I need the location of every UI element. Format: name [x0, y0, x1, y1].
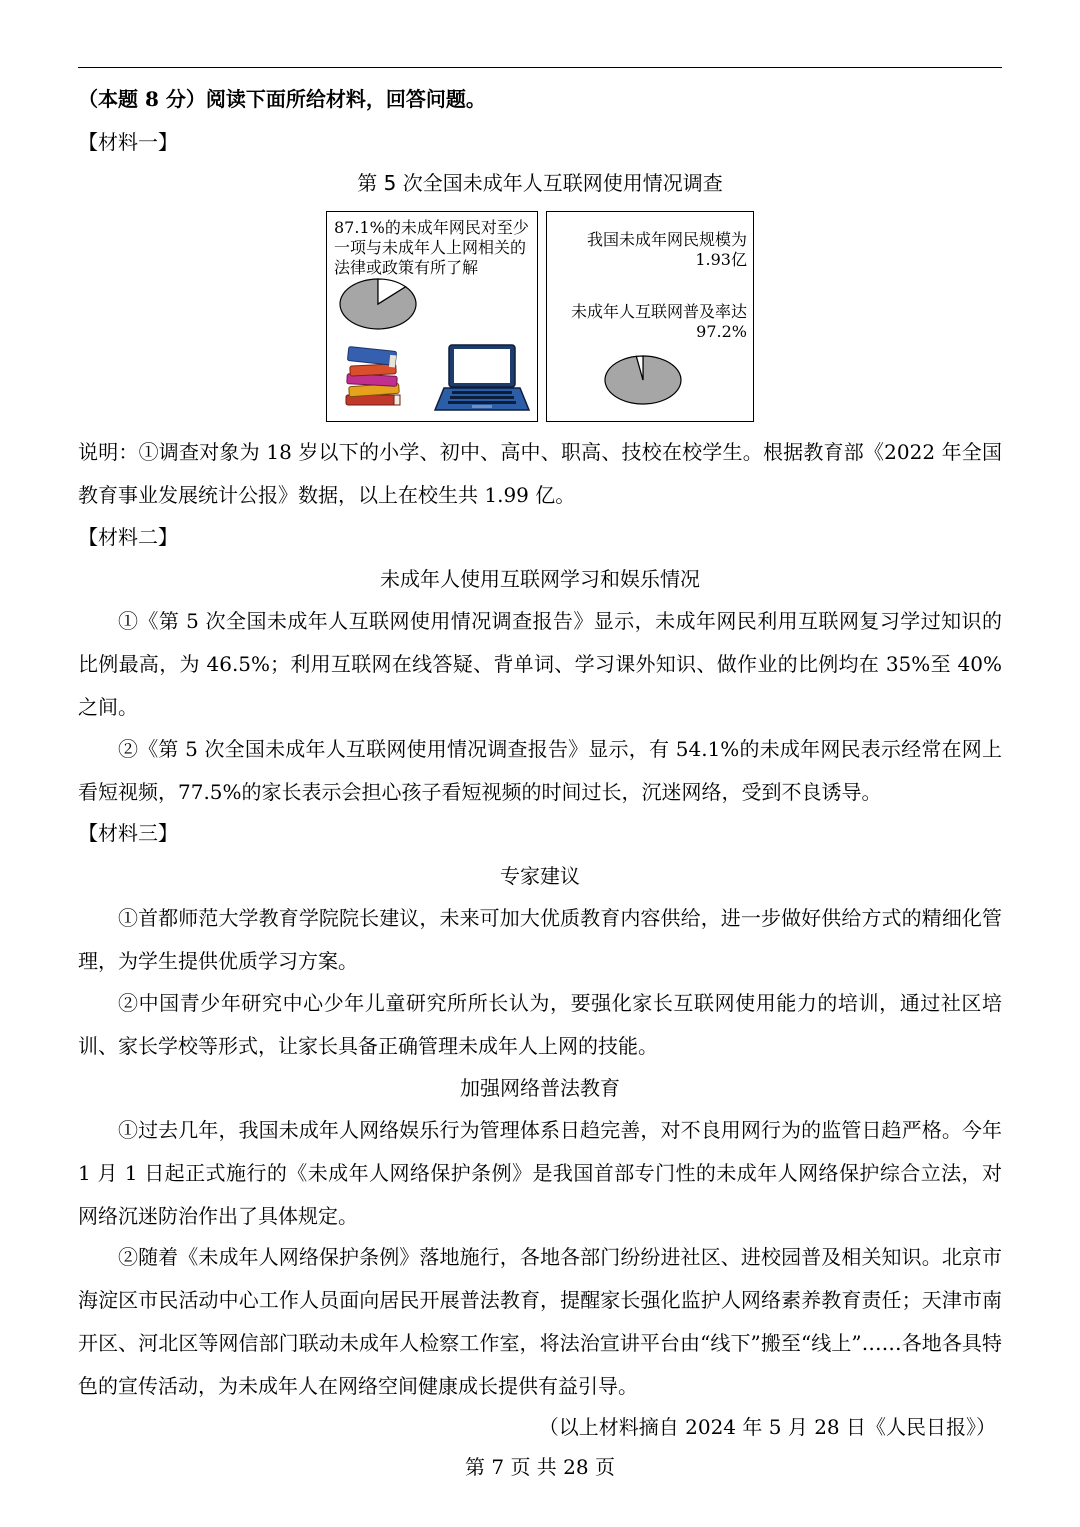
source-citation: （以上材料摘自 2024 年 5 月 28 日《人民日报》） — [538, 1415, 996, 1439]
question-intro: （本题 8 分）阅读下面所给材料，回答问题。 — [78, 87, 486, 111]
left-panel-text: 87.1%的未成年网民对至少一项与未成年人上网相关的法律或政策有所了解 — [334, 218, 529, 277]
material3-paragraph-3: ①过去几年，我国未成年人网络娱乐行为管理体系日趋完善，对不良用网行为的监管日趋严格。今年 1 月 1 日起正式施行的《未成年人网络保护条例》是我国首部专门性的未成年人网络保护综合立法，对网络沉迷防治作出了具体规定。 — [78, 1118, 1002, 1228]
material3-paragraph-2: ②中国青少年研究中心少年儿童研究所所长认为，要强化家长互联网使用能力的培训，通过社区培训、家长学校等形式，让家长具备正确管理未成年人上网的技能。 — [78, 991, 1002, 1058]
legal-education-title: 加强网络普法教育 — [460, 1076, 620, 1100]
material1-note: 说明：①调查对象为 18 岁以下的小学、初中、高中、职高、技校在校学生。根据教育部《2022 年全国教育事业发展统计公报》数据，以上在校生共 1.99 亿。 — [78, 440, 1002, 507]
law-awareness-pie-chart — [339, 278, 419, 332]
top-rule — [78, 67, 1002, 68]
material3-paragraph-4: ②随着《未成年人网络保护条例》落地施行，各地各部门纷纷进社区、进校园普及相关知识。北京市海淀区市民活动中心工作人员面向居民开展普法教育，提醒家长强化监护人网络素养教育责任；天津市南开区、河北区等网信部门联动未成年人检察工作室，将法治宣讲平台由“线下”搬至“线上”……各地各具特色的宣传活动，为未成年人在网络空间健康成长提供有益引导。 — [78, 1245, 1002, 1398]
books-icon — [342, 345, 406, 409]
netizen-scale-value: 1.93亿 — [695, 250, 747, 269]
penetration-rate-pie-chart — [604, 355, 684, 407]
figure-title: 第 5 次全国未成年人互联网使用情况调查 — [357, 171, 723, 195]
page-number: 第 7 页 共 28 页 — [465, 1455, 615, 1479]
expert-advice-title: 专家建议 — [500, 864, 580, 888]
material2-title: 未成年人使用互联网学习和娱乐情况 — [380, 567, 700, 591]
netizen-scale-text — [551, 230, 747, 270]
material3-heading: 【材料三】 — [78, 821, 178, 845]
material3-paragraph-1: ①首都师范大学教育学院院长建议，未来可加大优质教育内容供给，进一步做好供给方式的精细化管理，为学生提供优质学习方案。 — [78, 906, 1002, 973]
material1-heading: 【材料一】 — [78, 130, 178, 154]
material2-paragraph-1: ①《第 5 次全国未成年人互联网使用情况调查报告》显示，未成年网民利用互联网复习学过知识的比例最高，为 46.5%；利用互联网在线答疑、背单词、学习课外知识、做作业的比例均在 35%至 40%之间。 — [78, 609, 1002, 719]
netizen-scale-label: 我国未成年网民规模为 — [586, 230, 747, 249]
material2-paragraph-2: ②《第 5 次全国未成年人互联网使用情况调查报告》显示，有 54.1%的未成年网民表示经常在网上看短视频，77.5%的家长表示会担心孩子看短视频的时间过长，沉迷网络，受到不良诱导。 — [78, 737, 1002, 804]
penetration-rate-label: 未成年人互联网普及率达 — [570, 302, 747, 321]
material2-heading: 【材料二】 — [78, 525, 178, 549]
laptop-icon — [434, 344, 530, 414]
penetration-rate-text — [547, 302, 747, 342]
penetration-rate-value: 97.2% — [696, 322, 747, 341]
